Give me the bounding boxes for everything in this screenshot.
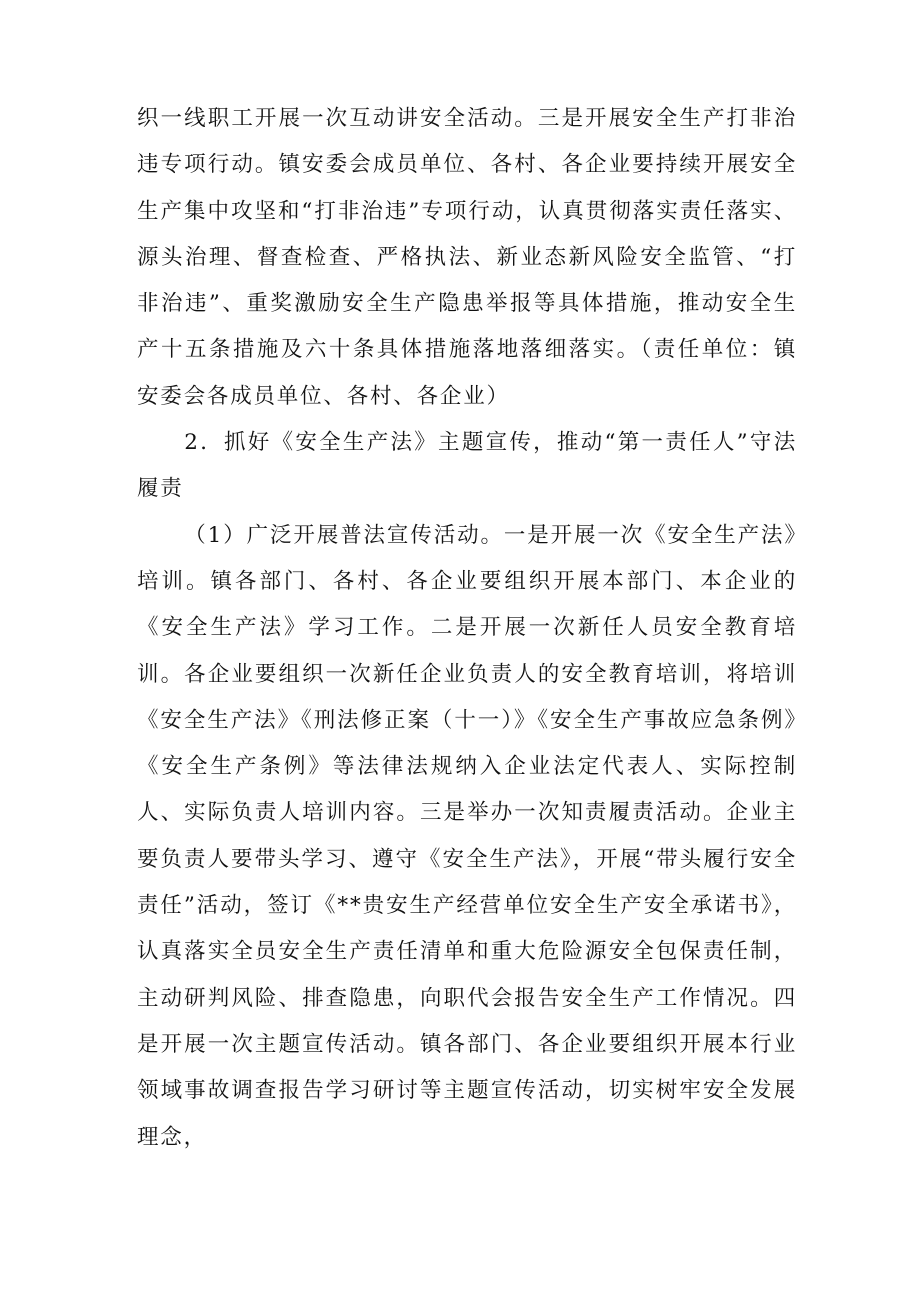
paragraph-continuation: 织一线职工开展一次互动讲安全活动。三是开展安全生产打非治违专项行动。镇安委会成员单位、各村、各企业要持续开展安全生产集中攻坚和“打非治违”专项行动，认真贯彻落实责任落实、源头治理、督查检查、严格执法、新业态新风险安全监管、“打非治违”、重奖激励安全生产隐患举报等具体措施，推动安全生产十五条措施及六十条具体措施落地落细落实。（责任单位：镇安委会各成员单位、各村、各企业） — [137, 106, 797, 409]
section-heading: 2．抓好《安全生产法》主题宣传，推动“第一责任人”守法履责 — [137, 430, 797, 502]
document-body — [137, 96, 797, 1161]
paragraph-subsection-1: （1）广泛开展普法宣传活动。一是开展一次《安全生产法》培训。镇各部门、各村、各企业要组织开展本部门、本企业的《安全生产法》学习工作。二是开展一次新任人员安全教育培训。各企业要组织一次新任企业负责人的安全教育培训，将培训《安全生产法》《刑法修正案（十一）》《安全生产事故应急条例》《安全生产条例》等法律法规纳入企业法定代表人、实际控制人、实际负责人培训内容。三是举办一次知责履责活动。企业主要负责人要带头学习、遵守《安全生产法》，开展“带头履行安全责任”活动，签订《**贵安生产经营单位安全生产安全承诺书》，认真落实全员安全生产责任清单和重大危险源安全包保责任制，主动研判风险、排查隐患，向职代会报告安全生产工作情况。四是开展一次主题宣传活动。镇各部门、各企业要组织开展本行业领域事故调查报告学习研讨等主题宣传活动，切实树牢安全发展理念， — [137, 522, 797, 1150]
